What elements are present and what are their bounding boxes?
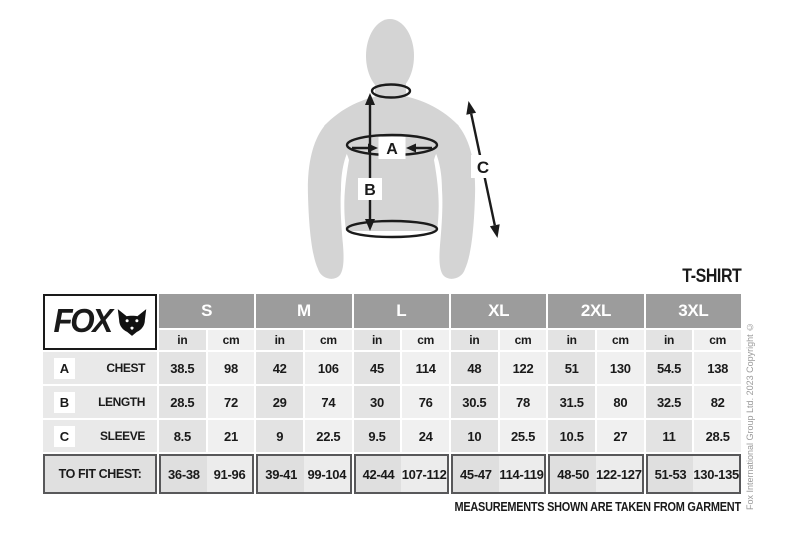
value-cell-chest-0: 38.5 bbox=[159, 352, 206, 384]
row-name-chest: CHEST bbox=[106, 361, 145, 375]
row-label-sleeve bbox=[43, 420, 157, 452]
value-cell-chest-4: 45 bbox=[354, 352, 401, 384]
value-cell-chest-7: 122 bbox=[500, 352, 547, 384]
value-cell-length-10: 32.5 bbox=[646, 386, 693, 418]
torso-diagram-svg bbox=[278, 10, 528, 288]
size-header-3xl: 3XL bbox=[646, 294, 741, 328]
unit-header-m-in: in bbox=[256, 330, 303, 350]
value-cell-length-6: 30.5 bbox=[451, 386, 498, 418]
fox-logo-text: FOX bbox=[53, 302, 112, 339]
value-cell-chest-1: 98 bbox=[208, 352, 255, 384]
fit-group-m bbox=[256, 454, 351, 494]
row-label-chest bbox=[43, 352, 157, 384]
unit-header-s-cm: cm bbox=[208, 330, 255, 350]
fox-head-icon bbox=[116, 308, 148, 337]
unit-header-m-cm: cm bbox=[305, 330, 352, 350]
fit-value-2xl-in: 48-50 bbox=[550, 456, 596, 492]
value-cell-sleeve-11: 28.5 bbox=[694, 420, 741, 452]
label-b: B bbox=[364, 182, 376, 199]
fox-logo bbox=[43, 294, 157, 350]
fit-group-xl bbox=[451, 454, 546, 494]
size-header-xl: XL bbox=[451, 294, 546, 328]
row-key-b: B bbox=[54, 392, 75, 413]
value-cell-length-0: 28.5 bbox=[159, 386, 206, 418]
value-cell-length-8: 31.5 bbox=[548, 386, 595, 418]
unit-header-2xl-cm: cm bbox=[597, 330, 644, 350]
value-cell-chest-6: 48 bbox=[451, 352, 498, 384]
size-header-m: M bbox=[256, 294, 351, 328]
fit-value-s-cm: 91-96 bbox=[207, 456, 253, 492]
value-cell-sleeve-7: 25.5 bbox=[500, 420, 547, 452]
value-cell-sleeve-10: 11 bbox=[646, 420, 693, 452]
fit-value-2xl-cm: 122-127 bbox=[596, 456, 642, 492]
value-cell-length-9: 80 bbox=[597, 386, 644, 418]
value-cell-length-3: 74 bbox=[305, 386, 352, 418]
fit-value-l-in: 42-44 bbox=[356, 456, 402, 492]
value-cell-sleeve-9: 27 bbox=[597, 420, 644, 452]
size-header-l: L bbox=[354, 294, 449, 328]
unit-header-xl-in: in bbox=[451, 330, 498, 350]
row-label-length bbox=[43, 386, 157, 418]
torso-measurement-diagram bbox=[278, 10, 528, 288]
value-cell-chest-11: 138 bbox=[694, 352, 741, 384]
fit-row-label: TO FIT CHEST: bbox=[43, 454, 157, 494]
value-cell-sleeve-5: 24 bbox=[402, 420, 449, 452]
fit-value-3xl-in: 51-53 bbox=[648, 456, 694, 492]
fit-value-l-cm: 107-112 bbox=[401, 456, 447, 492]
fit-group-3xl bbox=[646, 454, 741, 494]
fit-value-s-in: 36-38 bbox=[161, 456, 207, 492]
fit-group-2xl bbox=[548, 454, 643, 494]
unit-header-2xl-in: in bbox=[548, 330, 595, 350]
row-name-sleeve: SLEEVE bbox=[100, 429, 145, 443]
fit-value-xl-cm: 114-119 bbox=[499, 456, 545, 492]
value-cell-length-5: 76 bbox=[402, 386, 449, 418]
value-cell-length-7: 78 bbox=[500, 386, 547, 418]
value-cell-length-4: 30 bbox=[354, 386, 401, 418]
label-c: C bbox=[476, 158, 490, 177]
value-cell-length-2: 29 bbox=[256, 386, 303, 418]
size-header-2xl: 2XL bbox=[548, 294, 643, 328]
label-a: A bbox=[386, 141, 398, 158]
fit-group-l bbox=[354, 454, 449, 494]
fit-value-m-in: 39-41 bbox=[258, 456, 304, 492]
value-cell-chest-3: 106 bbox=[305, 352, 352, 384]
size-table bbox=[43, 294, 741, 494]
value-cell-chest-9: 130 bbox=[597, 352, 644, 384]
row-name-length: LENGTH bbox=[98, 395, 145, 409]
value-cell-chest-8: 51 bbox=[548, 352, 595, 384]
fit-value-3xl-cm: 130-135 bbox=[693, 456, 739, 492]
unit-header-3xl-in: in bbox=[646, 330, 693, 350]
value-cell-length-1: 72 bbox=[208, 386, 255, 418]
size-header-s: S bbox=[159, 294, 254, 328]
page-title: T-SHIRT bbox=[681, 266, 741, 287]
unit-header-s-in: in bbox=[159, 330, 206, 350]
value-cell-sleeve-6: 10 bbox=[451, 420, 498, 452]
value-cell-chest-2: 42 bbox=[256, 352, 303, 384]
footnote: MEASUREMENTS SHOWN ARE TAKEN FROM GARMENT bbox=[454, 499, 741, 514]
value-cell-sleeve-4: 9.5 bbox=[354, 420, 401, 452]
value-cell-chest-5: 114 bbox=[402, 352, 449, 384]
unit-header-3xl-cm: cm bbox=[694, 330, 741, 350]
value-cell-sleeve-0: 8.5 bbox=[159, 420, 206, 452]
row-key-c: C bbox=[54, 426, 75, 447]
value-cell-chest-10: 54.5 bbox=[646, 352, 693, 384]
row-key-a: A bbox=[54, 358, 75, 379]
copyright-text: Fox International Group Ltd. 2023 Copyright © bbox=[745, 321, 755, 510]
value-cell-sleeve-2: 9 bbox=[256, 420, 303, 452]
unit-header-l-cm: cm bbox=[402, 330, 449, 350]
value-cell-sleeve-3: 22.5 bbox=[305, 420, 352, 452]
fit-value-xl-in: 45-47 bbox=[453, 456, 499, 492]
value-cell-sleeve-1: 21 bbox=[208, 420, 255, 452]
value-cell-sleeve-8: 10.5 bbox=[548, 420, 595, 452]
fit-group-s bbox=[159, 454, 254, 494]
fit-value-m-cm: 99-104 bbox=[304, 456, 350, 492]
unit-header-l-in: in bbox=[354, 330, 401, 350]
value-cell-length-11: 82 bbox=[694, 386, 741, 418]
unit-header-xl-cm: cm bbox=[500, 330, 547, 350]
